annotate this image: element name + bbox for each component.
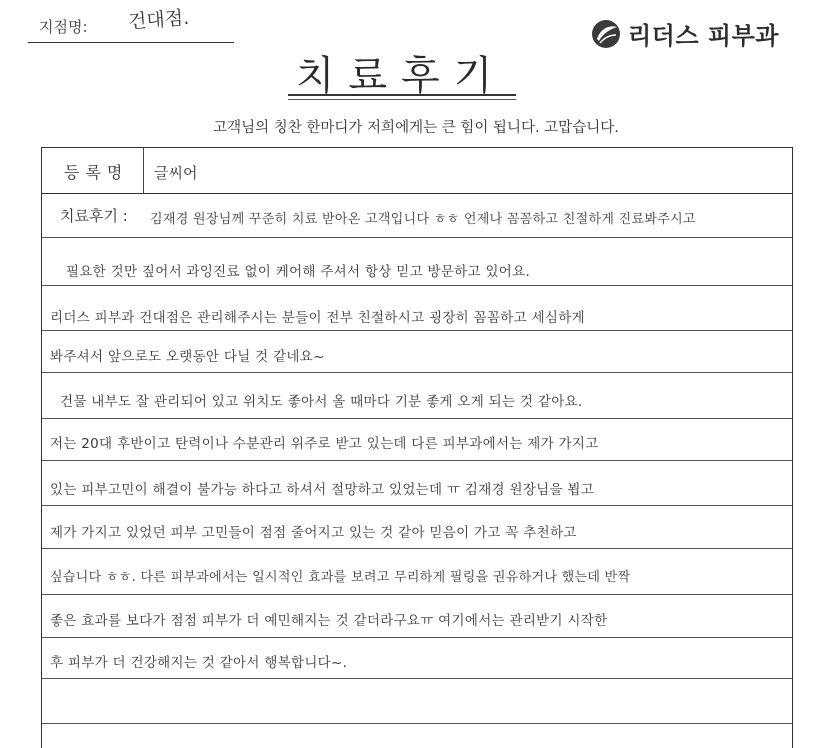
form-divider xyxy=(42,193,792,194)
title-underline xyxy=(288,94,516,96)
review-line: 싶습니다 ㅎㅎ. 다른 피부과에서는 일시적인 효과를 보려고 무리하게 필링을 권유하거나 했는데 반짝 xyxy=(50,570,631,585)
ruled-line xyxy=(42,678,792,679)
ruled-line xyxy=(42,548,792,549)
brand-name: 리더스 피부과 xyxy=(628,22,779,50)
ruled-line xyxy=(42,460,792,461)
review-line: 있는 피부고민이 해결이 불가능 하다고 하셔서 절망하고 있었는데 ㅠ 김재경 원장님을 뵙고 xyxy=(50,482,595,498)
registrant-value: 글씨어 xyxy=(154,164,198,182)
ruled-line xyxy=(42,637,792,638)
review-label: 치료후기 : xyxy=(60,207,128,225)
page-title: 치료후기 xyxy=(295,53,507,99)
branch-value: 건대점. xyxy=(127,6,190,34)
review-line: 후 피부가 더 건강해지는 것 같아서 행복합니다~. xyxy=(50,655,348,671)
review-line: 김재경 원장님께 꾸준히 치료 받아온 고객입니다 ㅎㅎ 언제나 꼼꼼하고 친절하게 진료봐주시고 xyxy=(150,212,696,227)
ruled-line xyxy=(42,723,792,724)
review-line: 좋은 효과를 보다가 점점 피부가 더 예민해지는 것 같더라구요ㅠ 여기에서는 관리받기 시작한 xyxy=(50,613,608,629)
review-form xyxy=(41,147,793,748)
review-line: 리더스 피부과 건대점은 관리해주시는 분들이 전부 친절하시고 굉장히 꼼꼼하고 세심하게 xyxy=(50,310,585,326)
ruled-line xyxy=(42,330,792,331)
ruled-line xyxy=(42,505,792,506)
brand-logo xyxy=(591,16,779,51)
review-line: 봐주셔서 앞으로도 오랫동안 다닐 것 같네요~ xyxy=(50,349,325,365)
ruled-line xyxy=(42,418,792,419)
review-line: 필요한 것만 짚어서 과잉진료 없이 케어해 주셔서 항상 믿고 방문하고 있어요. xyxy=(66,264,531,280)
branch-label: 지점명: xyxy=(39,18,88,36)
review-line: 건물 내부도 잘 관리되어 있고 위치도 좋아서 올 때마다 기분 좋게 오게 되는 것 같아요. xyxy=(60,394,583,410)
branch-underline xyxy=(28,42,234,43)
registrant-divider xyxy=(143,148,144,193)
title-underline-secondary xyxy=(288,99,516,100)
review-line: 저는 20대 후반이고 탄력이나 수분관리 위주로 받고 있는데 다른 피부과에서는 제가 가지고 xyxy=(50,436,599,452)
ruled-line xyxy=(42,237,792,238)
ruled-line xyxy=(42,594,792,595)
ruled-line xyxy=(42,372,792,373)
registrant-label: 등록명 xyxy=(64,163,129,182)
leaf-globe-logo-icon xyxy=(591,19,621,49)
ruled-line xyxy=(42,285,792,286)
review-line: 제가 가지고 있었던 피부 고민들이 점점 줄어지고 있는 것 같아 믿음이 가고 꼭 추천하고 xyxy=(50,525,577,541)
page-subtitle: 고객님의 칭찬 한마디가 저희에게는 큰 힘이 됩니다. 고맙습니다. xyxy=(213,120,619,136)
